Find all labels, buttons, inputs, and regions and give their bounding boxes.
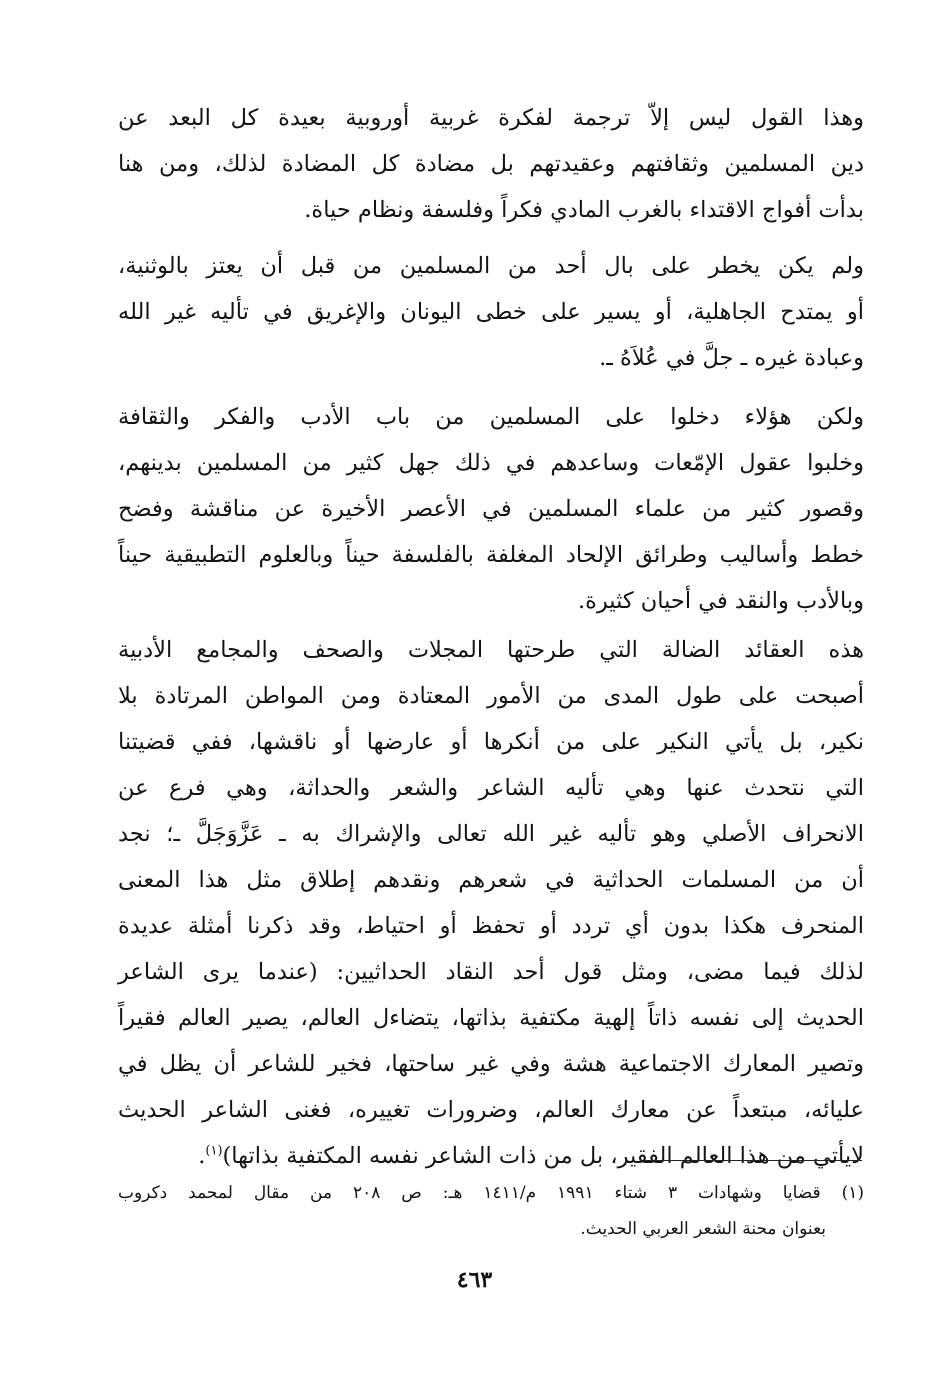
- paragraph-line: وقصور كثير من علماء المسلمين في الأعصر الأخيرة عن مناقشة وفضح: [118, 496, 864, 522]
- ending-punctuation: .: [198, 1143, 206, 1169]
- page-number: ٤٦٣: [456, 1267, 493, 1293]
- paragraph-line: الانحراف الأصلي وهو تأليه غير الله تعالى والإشراك به ـ عَزَّوَجَلَّ ـ؛ نجد: [118, 821, 864, 847]
- footnote: [118, 1175, 864, 1247]
- paragraph-line: ولم يكن يخطر على بال أحد من المسلمين من قبل أن يعتز بالوثنية،: [118, 253, 864, 279]
- paragraph-1: [118, 95, 864, 233]
- paragraph-line: عليائه، مبتعداً عن معارك العالم، وضرورات تغييره، فغنى الشاعر الحديث: [118, 1097, 864, 1123]
- paragraph-line: أصبحت على طول المدى من الأمور المعتادة ومن المواطن المرتادة بلا: [118, 683, 864, 709]
- footnote-line: (١) قضايا وشهادات ٣ شتاء ١٩٩١ م/١٤١١ هـ: ص ٢٠٨ من مقال لمحمد دكروب: [118, 1183, 865, 1203]
- footnote-reference[interactable]: (١): [205, 1143, 223, 1159]
- paragraph-line: التي نتحدث عنها وهي تأليه الشاعر والشعر والحداثة، وهي فرع عن: [118, 775, 864, 801]
- paragraph-3: [118, 394, 864, 624]
- paragraph-2: [118, 243, 864, 381]
- paragraph-line: أن من المسلمات الحداثية في شعرهم ونقدهم إطلاق مثل هذا المعنى: [118, 867, 864, 893]
- paragraph-line-text: لايأتي من هذا العالم الفقير، بل من ذات الشاعر نفسه المكتفية بذاتها): [222, 1143, 864, 1169]
- paragraph-4: [118, 627, 864, 1179]
- paragraph-line: خطط وأساليب وطرائق الإلحاد المغلفة بالفلسفة حيناً وبالعلوم التطبيقية حيناً: [118, 542, 864, 568]
- paragraph-line: وبالأدب والنقد في أحيان كثيرة.: [577, 588, 864, 614]
- paragraph-line: وهذا القول ليس إلاّ ترجمة لفكرة غربية أوروبية بعيدة كل البعد عن: [118, 105, 864, 131]
- paragraph-line: لذلك فيما مضى، ومثل قول أحد النقاد الحداثيين: (عندما يرى الشاعر: [118, 959, 864, 985]
- paragraph-line: ولكن هؤلاء دخلوا على المسلمين من باب الأدب والفكر والثقافة: [118, 404, 864, 430]
- paragraph-line: وخلبوا عقول الإمّعات وساعدهم في ذلك جهل كثير من المسلمين بدينهم،: [118, 450, 864, 476]
- paragraph-line: وتصير المعارك الاجتماعية هشة وفي غير ساحتها، فخير للشاعر أن يظل في: [118, 1051, 864, 1077]
- paragraph-line: أو يمتدح الجاهلية، أو يسير على خطى اليونان والإغريق في تأليه غير الله: [118, 299, 864, 325]
- paragraph-last-line: [118, 1133, 864, 1179]
- paragraph-line: وعبادة غيره ـ جلَّ في عُلاَهُ ـ.: [599, 345, 864, 371]
- paragraph-line: نكير، بل يأتي النكير على من أنكرها أو عارضها أو ناقشها، ففي قضيتنا: [118, 729, 864, 755]
- paragraph-line: دين المسلمين وثقافتهم وعقيدتهم بل مضادة كل المضادة لذلك، ومن هنا: [118, 151, 864, 177]
- paragraph-line: هذه العقائد الضالة التي طرحتها المجلات والصحف والمجامع الأدبية: [118, 637, 864, 663]
- paragraph-line: المنحرف هكذا بدون أي تردد أو تحفظ أو احتياط، وقد ذكرنا أمثلة عديدة: [118, 913, 864, 939]
- footnote-separator: [640, 1160, 862, 1161]
- paragraph-line: الحديث إلى نفسه ذاتاً إلهية مكتفية بذاتها، يتضاءل العالم، يصير العالم فقيراً: [118, 1005, 864, 1031]
- footnote-line: بعنوان محنة الشعر العربي الحديث.: [580, 1219, 826, 1239]
- paragraph-line: بدأت أفواج الاقتداء بالغرب المادي فكراً وفلسفة ونظام حياة.: [304, 197, 864, 223]
